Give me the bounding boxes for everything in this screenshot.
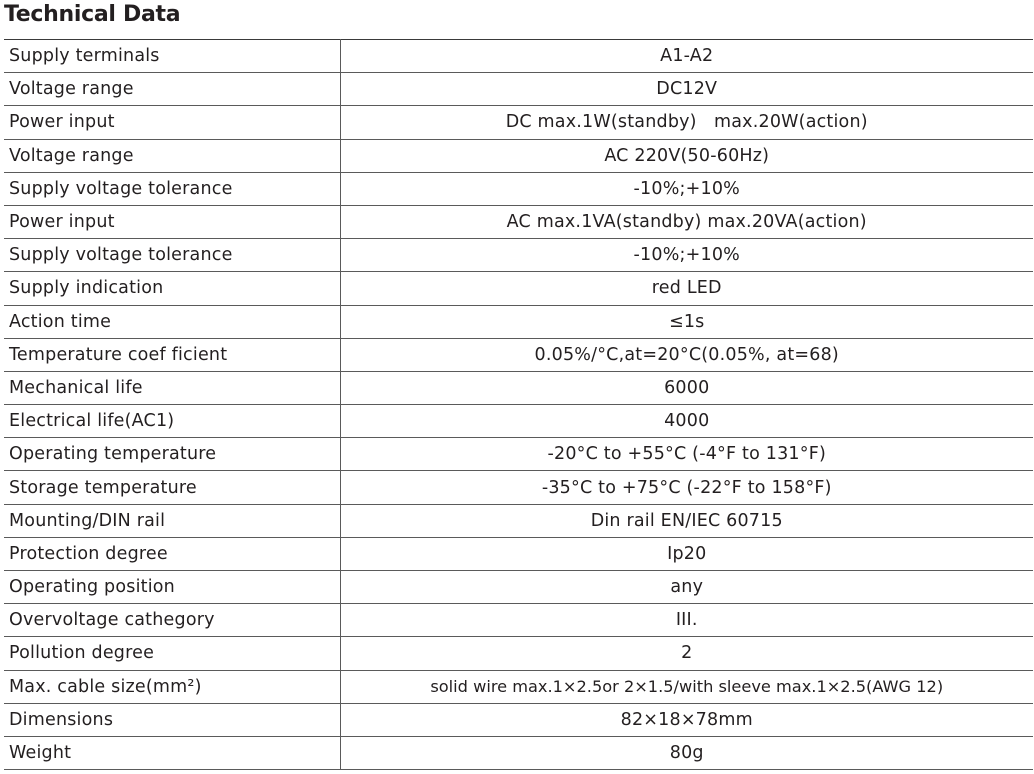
row-label: Operating temperature	[4, 438, 340, 471]
table-row	[4, 272, 1033, 305]
row-label: Supply voltage tolerance	[4, 172, 340, 205]
table-row	[4, 139, 1033, 172]
table-row	[4, 637, 1033, 670]
row-value: DC12V	[340, 73, 1033, 106]
row-value: A1-A2	[340, 40, 1033, 73]
row-label: Weight	[4, 736, 340, 769]
table-row	[4, 703, 1033, 736]
row-label: Overvoltage cathegory	[4, 604, 340, 637]
table-row	[4, 338, 1033, 371]
row-label: Supply terminals	[4, 40, 340, 73]
row-value: ≤1s	[340, 305, 1033, 338]
row-label: Mounting/DIN rail	[4, 504, 340, 537]
row-value: 6000	[340, 371, 1033, 404]
row-value: DC max.1W(standby) max.20W(action)	[340, 106, 1033, 139]
row-label: Protection degree	[4, 537, 340, 570]
table-row	[4, 205, 1033, 238]
table-row	[4, 504, 1033, 537]
row-value: solid wire max.1×2.5or 2×1.5/with sleeve max.1×2.5(AWG 12)	[340, 670, 1033, 703]
row-value: Din rail EN/IEC 60715	[340, 504, 1033, 537]
row-value: -35°C to +75°C (-22°F to 158°F)	[340, 471, 1033, 504]
row-label: Supply indication	[4, 272, 340, 305]
row-label: Voltage range	[4, 139, 340, 172]
row-value: -10%;+10%	[340, 239, 1033, 272]
table-row	[4, 106, 1033, 139]
technical-data-table	[4, 39, 1033, 770]
row-value: 82×18×78mm	[340, 703, 1033, 736]
row-label: Mechanical life	[4, 371, 340, 404]
row-value: any	[340, 571, 1033, 604]
row-label: Dimensions	[4, 703, 340, 736]
table-row	[4, 571, 1033, 604]
row-label: Operating position	[4, 571, 340, 604]
row-value: 0.05%/°C,at=20°C(0.05%, at=68)	[340, 338, 1033, 371]
row-label: Voltage range	[4, 73, 340, 106]
row-value: 4000	[340, 405, 1033, 438]
page-title: Technical Data	[4, 2, 181, 27]
row-value: AC max.1VA(standby) max.20VA(action)	[340, 205, 1033, 238]
table-row	[4, 305, 1033, 338]
row-value: Ip20	[340, 537, 1033, 570]
row-label: Action time	[4, 305, 340, 338]
row-value: -20°C to +55°C (-4°F to 131°F)	[340, 438, 1033, 471]
table-row	[4, 40, 1033, 73]
table-row	[4, 736, 1033, 769]
table-row	[4, 73, 1033, 106]
row-value: red LED	[340, 272, 1033, 305]
table-row	[4, 604, 1033, 637]
row-value: 80g	[340, 736, 1033, 769]
row-label: Pollution degree	[4, 637, 340, 670]
row-label: Temperature coef ficient	[4, 338, 340, 371]
table-row	[4, 405, 1033, 438]
row-label: Electrical life(AC1)	[4, 405, 340, 438]
row-label: Storage temperature	[4, 471, 340, 504]
row-value: III.	[340, 604, 1033, 637]
table-row	[4, 438, 1033, 471]
row-label: Max. cable size(mm²)	[4, 670, 340, 703]
table-row	[4, 239, 1033, 272]
table-row	[4, 537, 1033, 570]
row-value: AC 220V(50-60Hz)	[340, 139, 1033, 172]
table-row	[4, 670, 1033, 703]
row-label: Power input	[4, 205, 340, 238]
row-value: -10%;+10%	[340, 172, 1033, 205]
table-row	[4, 471, 1033, 504]
row-label: Supply voltage tolerance	[4, 239, 340, 272]
table-row	[4, 172, 1033, 205]
row-value: 2	[340, 637, 1033, 670]
row-label: Power input	[4, 106, 340, 139]
table-row	[4, 371, 1033, 404]
